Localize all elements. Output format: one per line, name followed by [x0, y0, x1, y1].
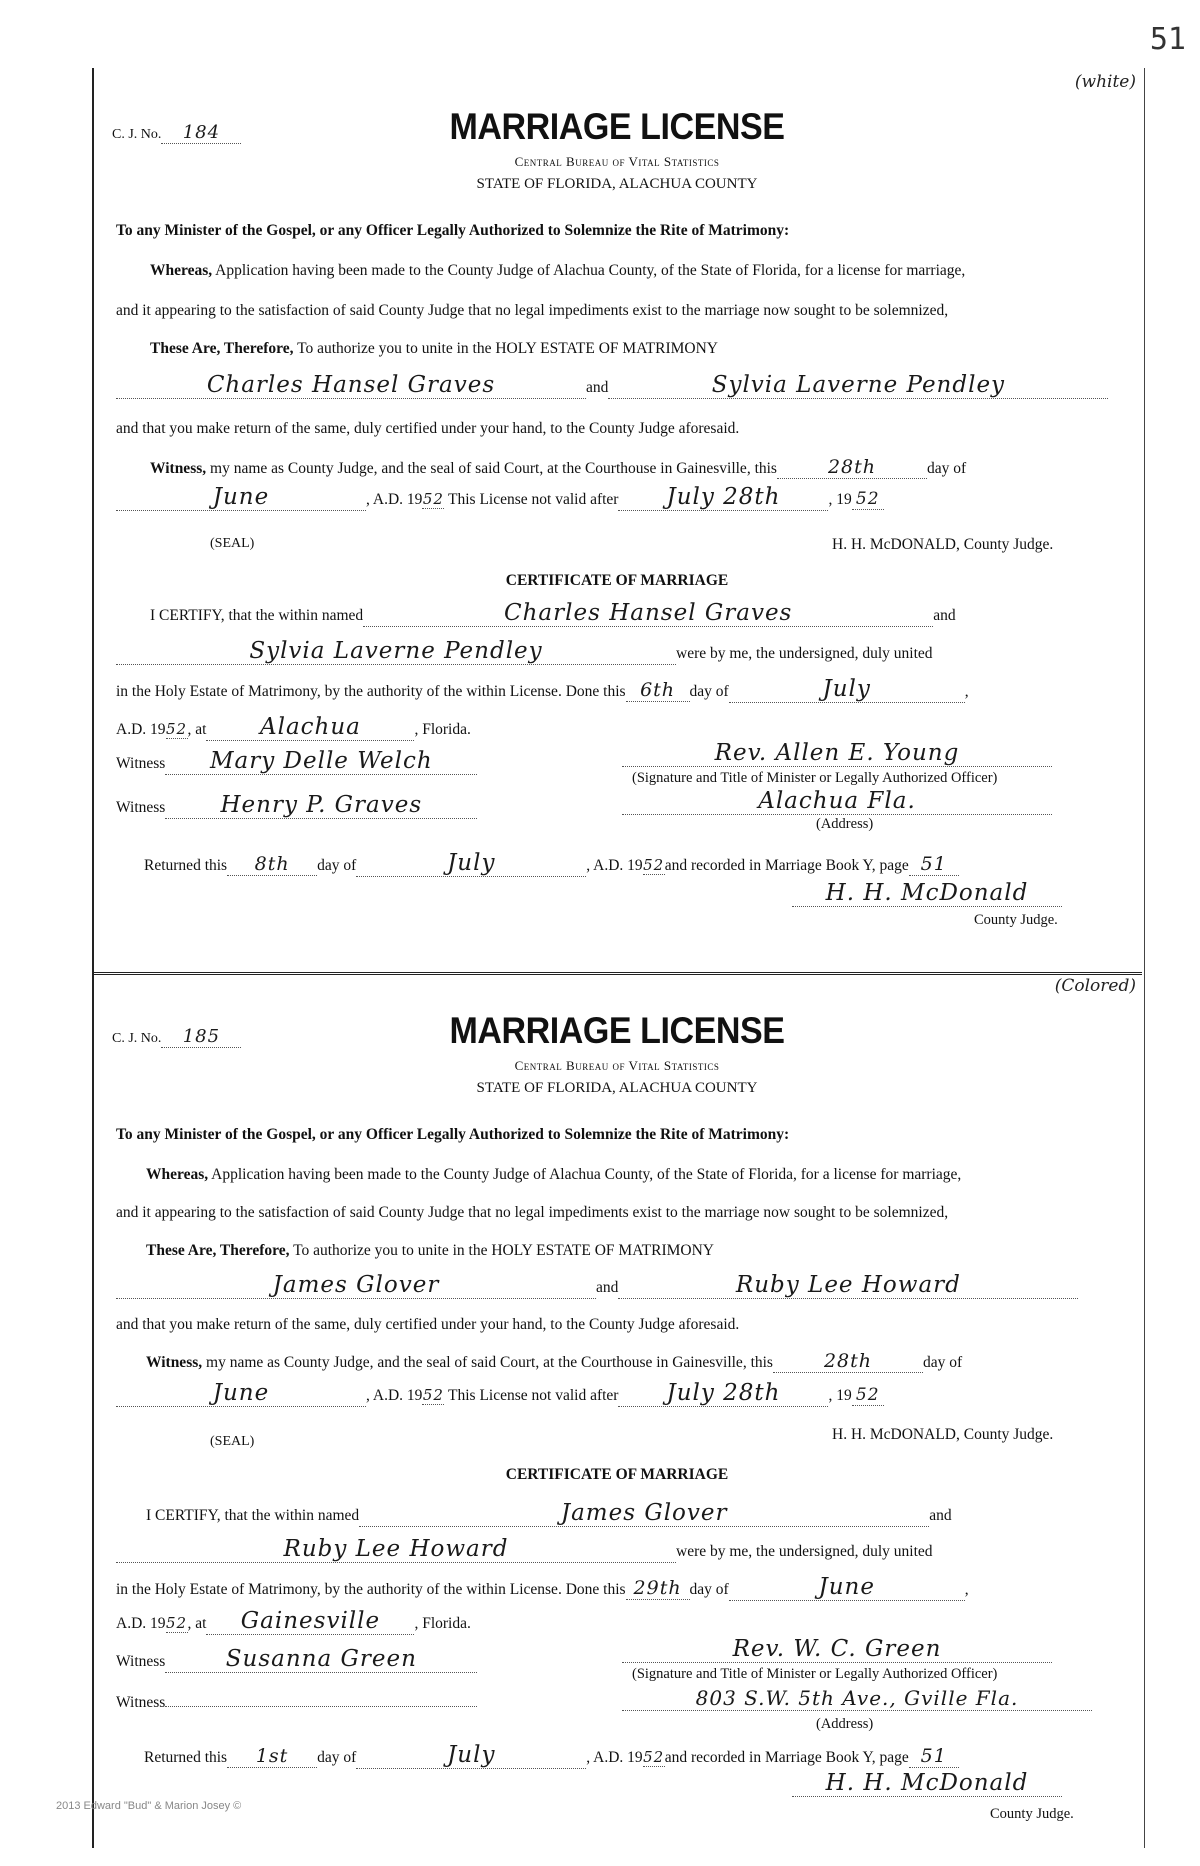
address-line: To any Minister of the Gospel, or any Officer Legally Authorized to Solemnize the Rite of Matrimony:	[116, 1126, 790, 1143]
return-line: and that you make return of the same, duly certified under your hand, to the County Judge aforesaid.	[116, 1316, 740, 1333]
certify-bride-line: Sylvia Laverne Pendley were by me, the undersigned, duly united	[116, 638, 933, 665]
seal-label: (SEAL)	[210, 1434, 255, 1449]
witness-line: Witness, my name as County Judge, and the seal of said Court, at the Courthouse in Gainesville, this 28th day of	[150, 456, 967, 478]
returned-line: Returned this 8th day of July , A.D. 1952and recorded in Marriage Book Y, page 51	[144, 850, 959, 877]
officiant-line	[622, 1636, 1052, 1663]
certificate-title: CERTIFICATE OF MARRIAGE	[505, 1466, 729, 1483]
marriage-license-2	[92, 976, 1142, 1866]
groom-name: Charles Hansel Graves	[116, 372, 586, 399]
officiant-address-line	[622, 1686, 1092, 1711]
officiant-line	[622, 740, 1052, 767]
race-tag: (white)	[1074, 72, 1136, 92]
appearing-line: and it appearing to the satisfaction of said County Judge that no legal impediments exist to the marriage now sought to be solemnized,	[116, 302, 949, 319]
officiant-signature: Rev. Allen E. Young	[622, 740, 1052, 767]
cj-number: C. J. No. 184	[112, 122, 241, 144]
state-county: STATE OF FLORIDA, ALACHUA COUNTY	[476, 176, 758, 192]
appearing-line: and it appearing to the satisfaction of said County Judge that no legal impediments exist to the marriage now sought to be solemnized,	[116, 1204, 949, 1221]
license-title: MARRIAGE LICENSE	[449, 106, 785, 147]
witness-2-line: Witness Henry P. Graves	[116, 792, 477, 819]
race-tag: (Colored)	[1054, 976, 1136, 996]
witness-2-signature: Henry P. Graves	[165, 792, 477, 819]
judge-signature-line	[792, 880, 1062, 907]
county-judge-caption: County Judge.	[974, 912, 1058, 928]
officiant-address-line	[622, 788, 1052, 815]
witness-1-line: Witness Mary Delle Welch	[116, 748, 477, 775]
couple-line: Charles Hansel Graves and Sylvia Laverne Pendley	[116, 372, 1108, 399]
returned-line: Returned this 1st day of July , A.D. 1952and recorded in Marriage Book Y, page 51	[144, 1742, 959, 1769]
holy-estate-line: in the Holy Estate of Matrimony, by the authority of the within License. Done this 6th day of July ,	[116, 676, 969, 702]
judge-signature: H. H. McDonald	[792, 1770, 1062, 1797]
address-caption: (Address)	[816, 816, 874, 832]
state-county: STATE OF FLORIDA, ALACHUA COUNTY	[476, 1080, 758, 1096]
certify-line: I CERTIFY, that the within named Charles Hansel Graves and	[150, 600, 956, 626]
county-judge-name: H. H. McDONALD, County Judge.	[832, 1426, 1054, 1443]
signature-caption: (Signature and Title of Minister or Legally Authorized Officer)	[632, 1666, 998, 1682]
certify-bride-line: Ruby Lee Howard were by me, the undersigned, duly united	[116, 1536, 933, 1563]
copyright-credit: 2013 Edward "Bud" & Marion Josey ©	[56, 1800, 242, 1812]
judge-signature: H. H. McDonald	[792, 880, 1062, 907]
witness-2-signature	[165, 1706, 477, 1707]
signature-caption: (Signature and Title of Minister or Legally Authorized Officer)	[632, 770, 998, 786]
groom-name: James Glover	[116, 1272, 596, 1299]
witness-1-line: Witness Susanna Green	[116, 1646, 477, 1673]
bride-name: Sylvia Laverne Pendley	[608, 372, 1108, 399]
officiant-signature: Rev. W. C. Green	[622, 1636, 1052, 1663]
date-line: June , A.D. 1952 This License not valid after July 28th , 19 52	[116, 484, 884, 511]
witness-2-line: Witness	[116, 1694, 477, 1712]
cj-number: C. J. No. 185	[112, 1026, 241, 1048]
county-judge-name: H. H. McDONALD, County Judge.	[832, 536, 1054, 553]
address-line: To any Minister of the Gospel, or any Officer Legally Authorized to Solemnize the Rite of Matrimony:	[116, 222, 790, 239]
these-are-line: These Are, Therefore, To authorize you to unite in the HOLY ESTATE OF MATRIMONY	[146, 1242, 715, 1259]
date-line: June , A.D. 1952 This License not valid after July 28th , 19 52	[116, 1380, 884, 1407]
whereas-line: Whereas, Application having been made to the County Judge of Alachua County, of the State of Florida, for a license for marriage,	[150, 262, 966, 279]
place-line: A.D. 1952, at Gainesville , Florida.	[116, 1608, 471, 1634]
page-number: 51	[1149, 22, 1186, 57]
bureau-name: Central Bureau of Vital Statistics	[514, 154, 720, 169]
place-line: A.D. 1952, at Alachua , Florida.	[116, 714, 471, 740]
address-caption: (Address)	[816, 1716, 874, 1732]
witness-line: Witness, my name as County Judge, and the seal of said Court, at the Courthouse in Gainesville, this 28th day of	[146, 1350, 963, 1372]
whereas-line: Whereas, Application having been made to the County Judge of Alachua County, of the State of Florida, for a license for marriage,	[146, 1166, 962, 1183]
bride-name: Ruby Lee Howard	[618, 1272, 1078, 1299]
these-are-line: These Are, Therefore, To authorize you to unite in the HOLY ESTATE OF MATRIMONY	[150, 340, 719, 357]
judge-signature-line	[792, 1770, 1062, 1797]
marriage-license-1	[92, 72, 1142, 962]
county-judge-caption: County Judge.	[990, 1806, 1074, 1822]
bureau-name: Central Bureau of Vital Statistics	[514, 1058, 720, 1073]
holy-estate-line: in the Holy Estate of Matrimony, by the authority of the within License. Done this 29th day of June ,	[116, 1574, 969, 1600]
witness-1-signature: Susanna Green	[165, 1646, 477, 1673]
officiant-address: Alachua Fla.	[622, 788, 1052, 815]
license-separator	[92, 972, 1142, 975]
witness-1-signature: Mary Delle Welch	[165, 748, 477, 775]
officiant-address: 803 S.W. 5th Ave., Gville Fla.	[622, 1686, 1092, 1711]
license-title: MARRIAGE LICENSE	[449, 1010, 785, 1051]
seal-label: (SEAL)	[210, 536, 255, 551]
return-line: and that you make return of the same, duly certified under your hand, to the County Judge aforesaid.	[116, 420, 740, 437]
certificate-title: CERTIFICATE OF MARRIAGE	[505, 572, 729, 589]
couple-line: James Glover and Ruby Lee Howard	[116, 1272, 1078, 1299]
certify-line: I CERTIFY, that the within named James Glover and	[146, 1500, 952, 1526]
